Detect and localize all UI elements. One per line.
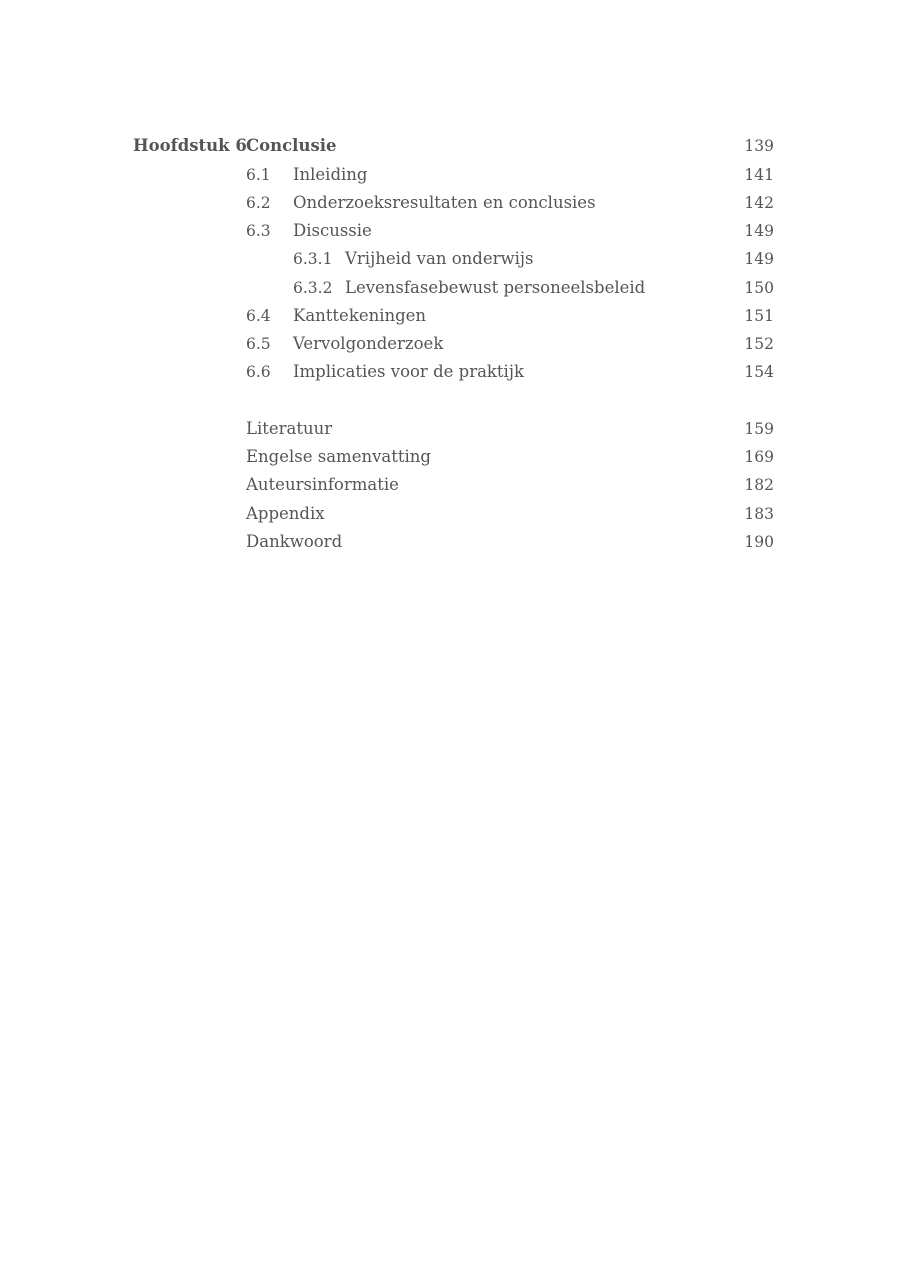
page-number: 152 [744, 335, 774, 353]
subsection-title[interactable]: Levensfasebewust personeelsbeleid [345, 278, 646, 297]
section-number: 6.6 [246, 363, 271, 381]
page-number: 159 [744, 420, 774, 438]
page-number: 150 [744, 279, 774, 297]
chapter-label: Hoofdstuk 6 [133, 136, 247, 155]
page-number: 151 [744, 307, 774, 325]
section-number: 6.3 [246, 222, 271, 240]
section-number: 6.5 [246, 335, 271, 353]
toc-section-row[interactable] [0, 219, 905, 243]
toc-backmatter-row[interactable] [0, 502, 905, 526]
section-title[interactable]: Inleiding [293, 165, 368, 184]
section-title[interactable]: Implicaties voor de praktijk [293, 362, 524, 381]
page-number: 190 [744, 533, 774, 551]
subsection-title[interactable]: Vrijheid van onderwijs [345, 249, 534, 268]
toc-section-row[interactable] [0, 191, 905, 215]
page-number: 169 [744, 448, 774, 466]
backmatter-title[interactable]: Auteursinformatie [246, 475, 399, 494]
section-number: 6.2 [246, 194, 271, 212]
subsection-number: 6.3.2 [293, 279, 333, 297]
page-number: 141 [744, 166, 774, 184]
toc-section-row[interactable] [0, 360, 905, 384]
section-number: 6.4 [246, 307, 271, 325]
page-number: 149 [744, 222, 774, 240]
backmatter-title[interactable]: Dankwoord [246, 532, 343, 551]
section-title[interactable]: Onderzoeksresultaten en conclusies [293, 193, 596, 212]
backmatter-title[interactable]: Literatuur [246, 419, 333, 438]
toc-subsection-row[interactable] [0, 276, 905, 300]
toc-backmatter-row[interactable] [0, 417, 905, 441]
toc-backmatter-row[interactable] [0, 530, 905, 554]
page-number: 142 [744, 194, 774, 212]
page-number: 139 [744, 137, 774, 155]
backmatter-title[interactable]: Appendix [246, 504, 325, 523]
chapter-title[interactable]: Conclusie [246, 136, 337, 155]
toc-subsection-row[interactable] [0, 247, 905, 271]
page-number: 183 [744, 505, 774, 523]
page-number: 182 [744, 476, 774, 494]
toc-backmatter-row[interactable] [0, 473, 905, 497]
toc-section-row[interactable] [0, 332, 905, 356]
page-number: 154 [744, 363, 774, 381]
toc-section-row[interactable] [0, 163, 905, 187]
subsection-number: 6.3.1 [293, 250, 333, 268]
page-number: 149 [744, 250, 774, 268]
toc-backmatter-row[interactable] [0, 445, 905, 469]
section-title[interactable]: Kanttekeningen [293, 306, 427, 325]
backmatter-title[interactable]: Engelse samenvatting [246, 447, 431, 466]
section-number: 6.1 [246, 166, 271, 184]
toc-chapter-row[interactable] [0, 134, 905, 158]
section-title[interactable]: Vervolgonderzoek [293, 334, 444, 353]
section-title[interactable]: Discussie [293, 221, 372, 240]
toc-section-row[interactable] [0, 304, 905, 328]
